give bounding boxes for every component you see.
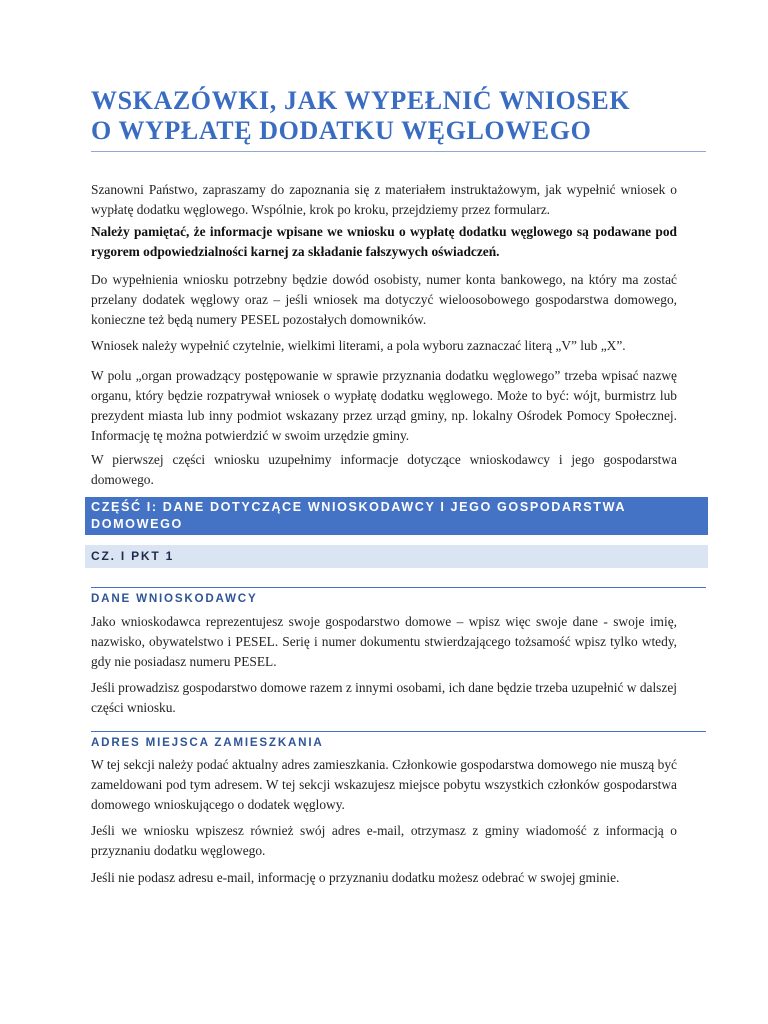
adres-paragraph-2: Jeśli we wniosku wpiszesz również swój adres e-mail, otrzymasz z gminy wiadomość z informacją o przyznaniu dodatku węglowego. <box>91 823 677 858</box>
dane-paragraph-1: Jako wnioskodawca reprezentujesz swoje gospodarstwo domowe – wpisz więc swoje dane - swoje imię, nazwisko, obywatelstwo i PESEL. Serię i numer dokumentu stwierdzającego tożsamość wpisz tylko wtedy, gdy nie posiadasz numeru PESEL. <box>91 614 677 669</box>
dane-heading-rule <box>91 587 706 588</box>
subsection-header: CZ. I PKT 1 <box>85 545 708 568</box>
intro-paragraph-4: Wniosek należy wypełnić czytelnie, wielkimi literami, a pola wyboru zaznaczać literą „V” lub „X”. <box>91 338 626 353</box>
intro-paragraph-6: W pierwszej części wniosku uzupełnimy informacje dotyczące wnioskodawcy i jego gospodarstwa domowego. <box>91 452 677 487</box>
intro-paragraph-1: Szanowni Państwo, zapraszamy do zapoznania się z materiałem instruktażowym, jak wypełnić wniosek o wypłatę dodatku węglowego. Wspólnie, krok po kroku, przejdziemy przez formularz. <box>91 182 677 217</box>
adres-heading-rule <box>91 731 706 732</box>
adres-paragraph-3: Jeśli nie podasz adresu e-mail, informację o przyznaniu dodatku możesz odebrać w swojej gminie. <box>91 870 620 885</box>
document-title <box>91 86 691 146</box>
title-divider <box>91 151 706 152</box>
dane-wnioskodawcy-heading: DANE WNIOSKODAWCY <box>91 592 258 605</box>
intro-paragraph-5: W polu „organ prowadzący postępowanie w sprawie przyznania dodatku węglowego” trzeba wpisać nazwę organu, który będzie rozpatrywał wniosek o wypłatę dodatku węglowego. Może to być: wójt, burmistrz lub prezydent miasta lub inny podmiot wskazany przez urząd gminy, np. lokalny Ośrodek Pomocy Społecznej. Informację tę można potwierdzić w swoim urzędzie gminy. <box>91 368 677 443</box>
intro-paragraph-3: Do wypełnienia wniosku potrzebny będzie dowód osobisty, numer konta bankowego, na który ma zostać przelany dodatek węglowy oraz – jeśli wniosek ma dotyczyć wieloosobowego gospodarstwa domowego, konieczne też będą numery PESEL pozostałych domowników. <box>91 272 677 327</box>
adres-heading: ADRES MIEJSCA ZAMIESZKANIA <box>91 736 324 749</box>
intro-warning-paragraph: Należy pamiętać, że informacje wpisane we wniosku o wypłatę dodatku węglowego są podawane pod rygorem odpowiedzialności karnej za składanie fałszywych oświadczeń. <box>91 224 677 259</box>
dane-paragraph-2: Jeśli prowadzisz gospodarstwo domowe razem z innymi osobami, ich dane będzie trzeba uzupełnić w dalszej części wniosku. <box>91 680 677 715</box>
title-line-1: WSKAZÓWKI, JAK WYPEŁNIĆ WNIOSEK <box>91 86 631 115</box>
adres-paragraph-1: W tej sekcji należy podać aktualny adres zamieszkania. Członkowie gospodarstwa domowego nie muszą być zameldowani pod tym adresem. W tej sekcji wskazujesz miejsce pobytu wszystkich członków gospodarstwa domowego wnioskującego o dodatek węglowy. <box>91 757 677 812</box>
title-line-2: O WYPŁATĘ DODATKU WĘGLOWEGO <box>91 116 592 145</box>
section-header-part-1: CZĘŚĆ I: DANE DOTYCZĄCE WNIOSKODAWCY I JEGO GOSPODARSTWA DOMOWEGO <box>85 497 708 535</box>
